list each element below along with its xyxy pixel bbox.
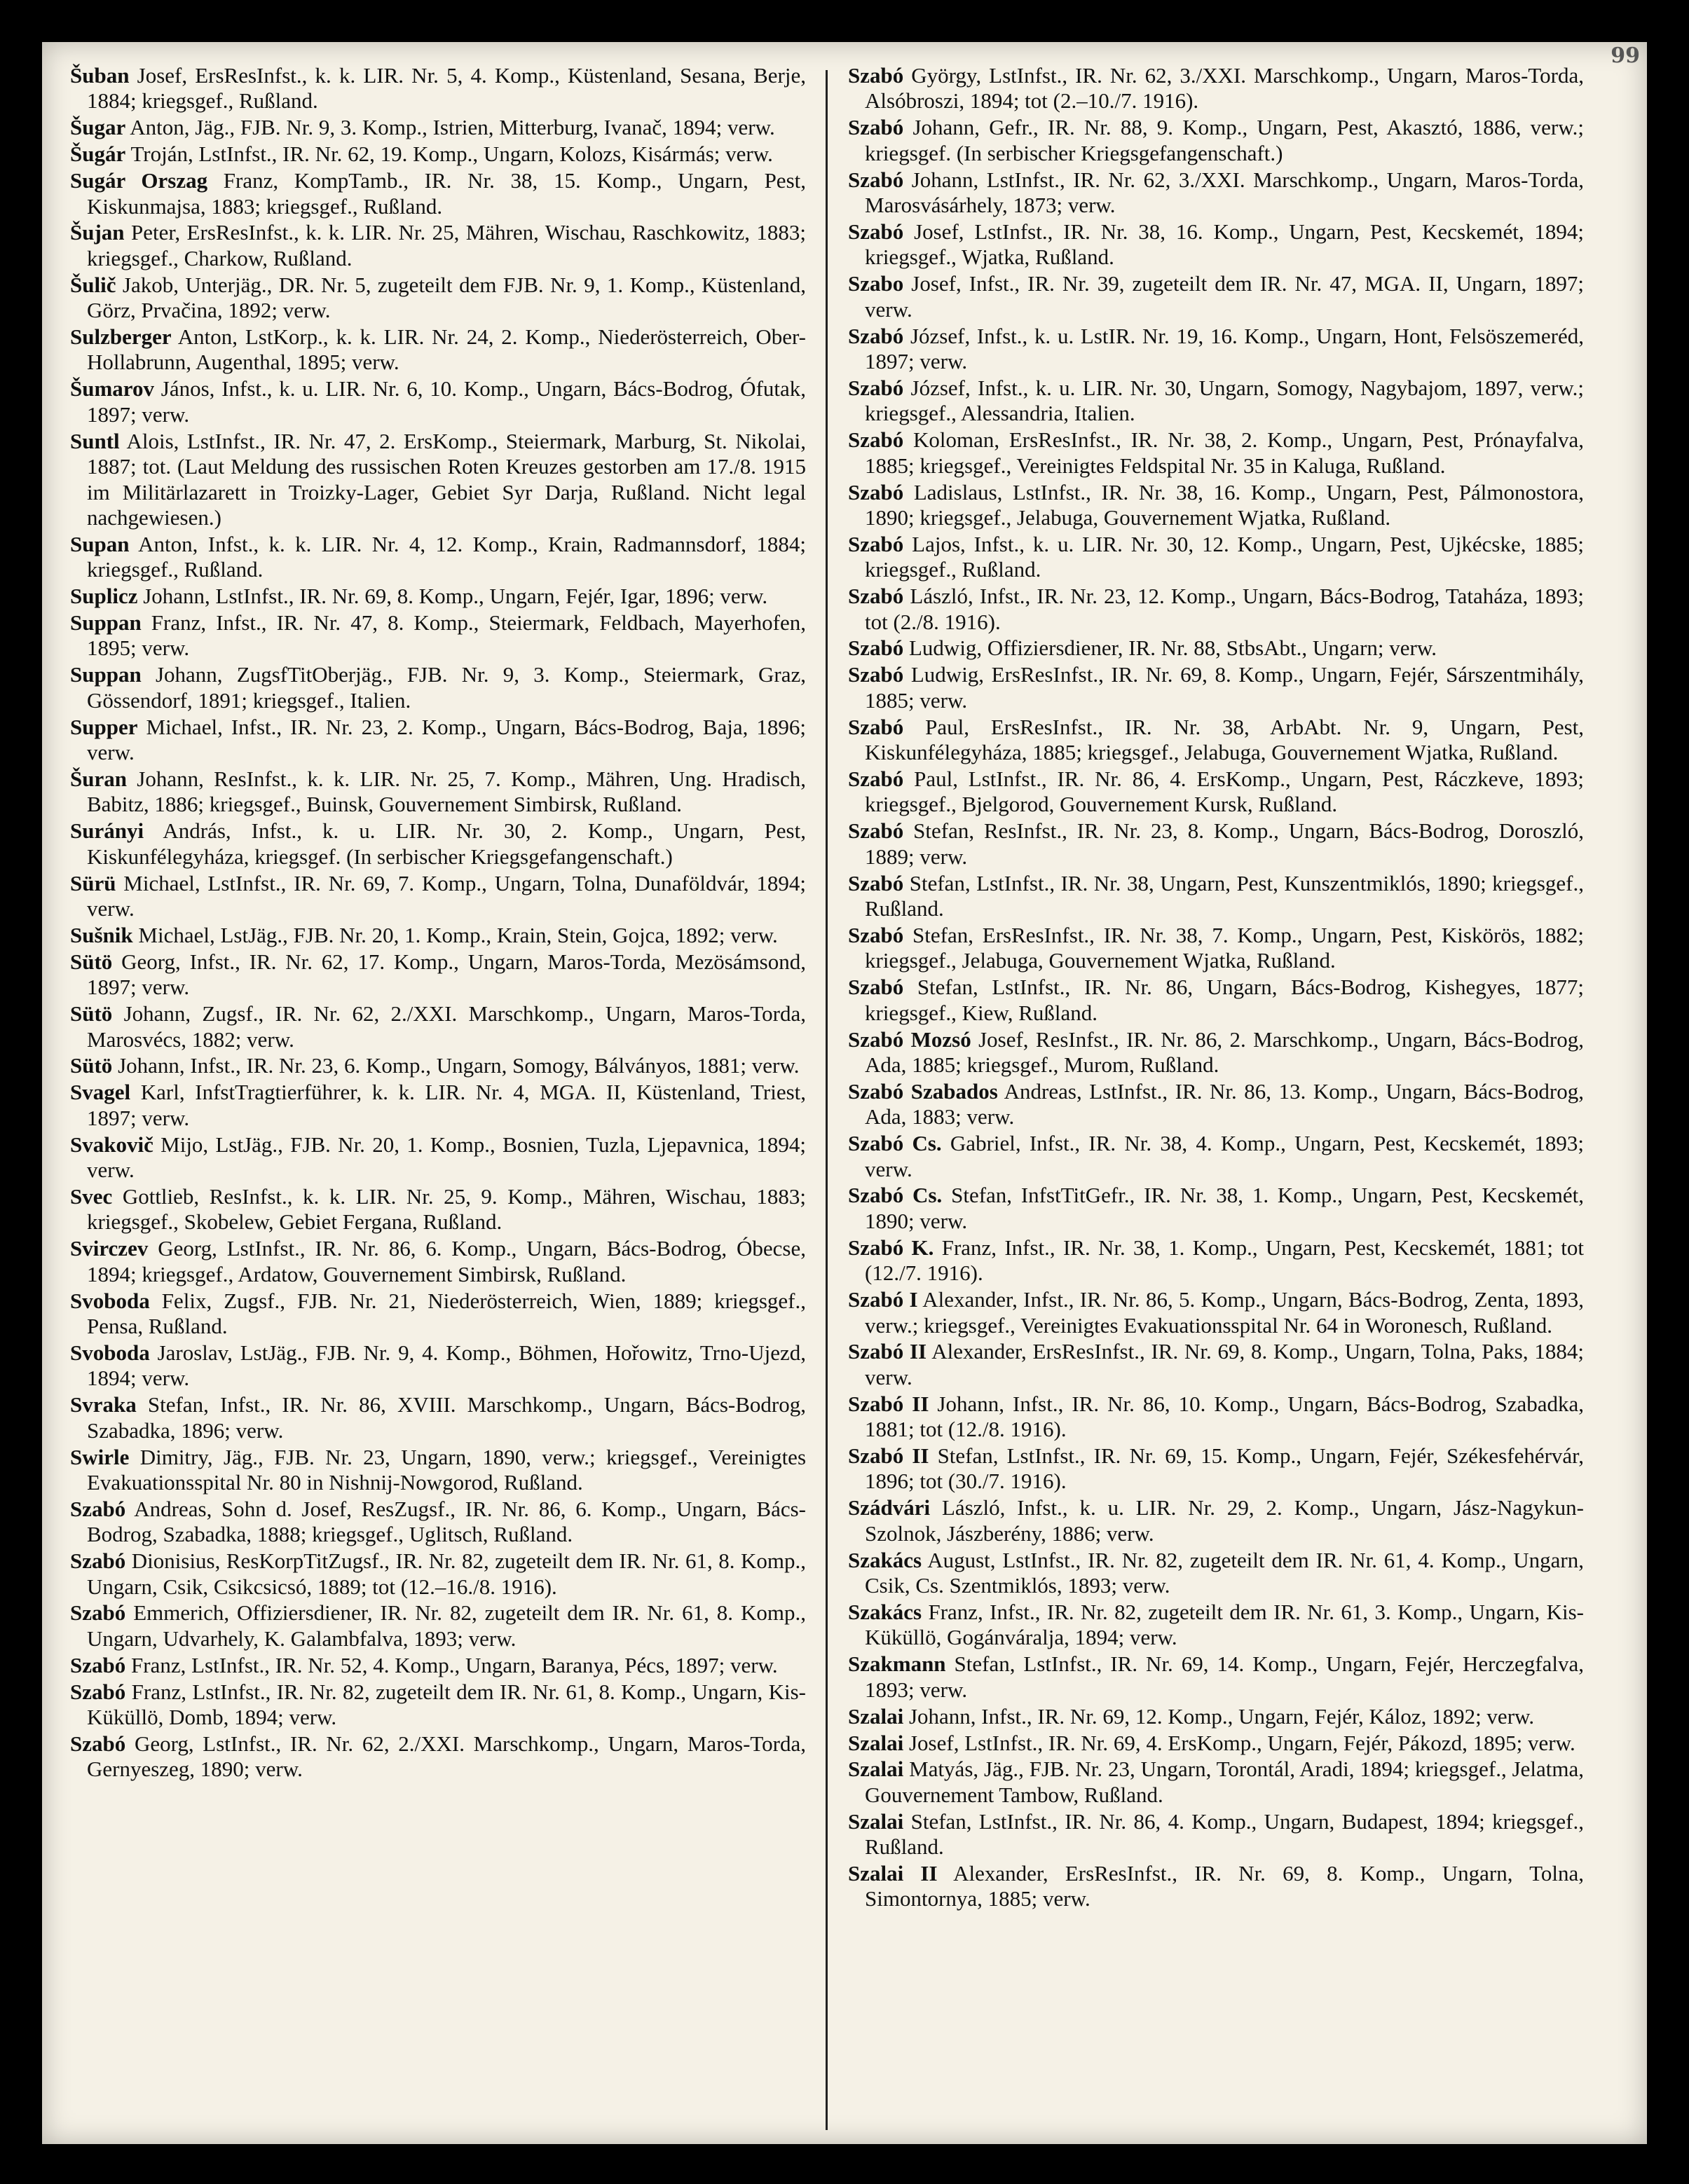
- entry-details: Stefan, ErsResInfst., IR. Nr. 38, 7. Komp., Ungarn, Pest, Kiskörös, 1882; kriegsgef., Jelabuga, Gouvernement Wjatka, Rußland.: [865, 922, 1584, 973]
- entry-details: József, Infst., k. u. LIR. Nr. 30, Ungarn, Somogy, Nagybajom, 1897, verw.; kriegsgef., Alessandria, Italien.: [865, 375, 1585, 426]
- entry-details: Emmerich, Offiziersdiener, IR. Nr. 82, zugeteilt dem IR. Nr. 61, 8. Komp., Ungarn, Udvarhely, K. Galambfalva, 1893; verw.: [87, 1600, 807, 1651]
- entry-details: Franz, Infst., IR. Nr. 47, 8. Komp., Steiermark, Feldbach, Mayerhofen, 1895; verw.: [87, 610, 807, 661]
- list-entry: [70, 429, 806, 531]
- entry-details: Paul, ErsResInfst., IR. Nr. 38, ArbAbt. Nr. 9, Ungarn, Pest, Kiskunfélegyháza, 1885; kriegsgef., Jelabuga, Gouvernement Wjatka, Rußland.: [865, 714, 1584, 765]
- entry-details: Georg, LstInfst., IR. Nr. 62, 2./XXI. Marschkomp., Ungarn, Maros-Torda, Gernyeszeg, 1890; verw.: [87, 1731, 807, 1782]
- entry-surname: Svagel: [70, 1080, 131, 1105]
- entry-surname: Szabó: [70, 1731, 126, 1756]
- entry-surname: Svakovič: [70, 1132, 153, 1157]
- list-entry: [848, 1339, 1584, 1390]
- entry-details: László, Infst., IR. Nr. 23, 12. Komp., Ungarn, Bács-Bodrog, Tataháza, 1893; tot (2./8. 1916).: [865, 584, 1584, 634]
- entry-details: Josef, LstInfst., IR. Nr. 69, 4. ErsKomp., Ungarn, Fejér, Pákozd, 1895; verw.: [908, 1730, 1575, 1755]
- list-entry: [70, 1548, 806, 1600]
- entry-surname: Šumarov: [70, 376, 155, 401]
- entry-details: Anton, Infst., k. k. LIR. Nr. 4, 12. Komp., Krain, Radmannsdorf, 1884; kriegsgef., Rußland.: [87, 531, 806, 582]
- entry-surname: Szabó K.: [848, 1235, 934, 1260]
- list-entry: [848, 1548, 1584, 1599]
- list-entry: [70, 584, 806, 609]
- entry-details: János, Infst., k. u. LIR. Nr. 6, 10. Komp., Ungarn, Bács-Bodrog, Ófutak, 1897; verw.: [87, 376, 807, 427]
- list-entry: [848, 1027, 1584, 1078]
- entry-details: Matyás, Jäg., FJB. Nr. 23, Ungarn, Torontál, Aradi, 1894; kriegsgef., Jelatma, Gouvernement Tambow, Rußland.: [865, 1757, 1585, 1807]
- page-number: 99: [1611, 43, 1640, 68]
- entry-details: András, Infst., k. u. LIR. Nr. 30, 2. Komp., Ungarn, Pest, Kiskunfélegyháza, kriegsgef. (In serbischer Kriegsgefangenschaft.): [87, 818, 806, 869]
- list-entry: [70, 1289, 806, 1340]
- list-entry: [848, 376, 1584, 427]
- list-entry: [70, 1340, 806, 1392]
- entry-surname: Szabó: [848, 219, 904, 244]
- entry-surname: Suntl: [70, 428, 120, 453]
- entry-surname: Szakács: [848, 1599, 922, 1624]
- list-entry: [848, 324, 1584, 375]
- entry-details: György, LstInfst., IR. Nr. 62, 3./XXI. Marschkomp., Ungarn, Maros-Torda, Alsóbroszi, 1894; tot (2.–10./7. 1916).: [865, 63, 1585, 114]
- entry-surname: Szabó: [848, 870, 904, 895]
- list-entry: [848, 1809, 1584, 1860]
- entry-details: Josef, Infst., IR. Nr. 39, zugeteilt dem IR. Nr. 47, MGA. II, Ungarn, 1897; verw.: [865, 271, 1585, 322]
- entry-surname: Szakmann: [848, 1651, 946, 1677]
- entry-details: Josef, ResInfst., IR. Nr. 86, 2. Marschkomp., Ungarn, Bács-Bodrog, Ada, 1885; kriegsgef., Murom, Rußland.: [865, 1026, 1584, 1077]
- entry-details: Stefan, LstInfst., IR. Nr. 38, Ungarn, Pest, Kunszentmiklós, 1890; kriegsgef., Rußland.: [865, 870, 1585, 921]
- entry-details: Dionisius, ResKorpTitZugsf., IR. Nr. 82, zugeteilt dem IR. Nr. 61, 8. Komp., Ungarn, Csik, Csikcsicsó, 1889; tot (12.–16./8. 1916).: [87, 1548, 806, 1599]
- list-entry: [70, 1080, 806, 1131]
- entry-surname: Szabó: [848, 714, 904, 739]
- list-entry: [70, 324, 806, 376]
- list-entry: [848, 1861, 1584, 1912]
- entry-surname: Sušnik: [70, 922, 133, 947]
- entry-details: Gabriel, Infst., IR. Nr. 38, 4. Komp., Ungarn, Pest, Kecskemét, 1893; verw.: [865, 1131, 1584, 1181]
- list-entry: [848, 167, 1584, 219]
- list-entry: [848, 1131, 1584, 1182]
- entry-surname: Szabó: [848, 115, 904, 140]
- list-entry: [848, 1704, 1584, 1729]
- entry-surname: Szabó II: [848, 1391, 929, 1416]
- entry-details: Koloman, ErsResInfst., IR. Nr. 38, 2. Komp., Ungarn, Pest, Prónayfalva, 1885; kriegsgef., Vereinigtes Feldspital Nr. 35 in Kaluga, Rußland.: [865, 427, 1584, 478]
- entry-surname: Šuban: [70, 63, 130, 88]
- list-entry: [848, 767, 1584, 818]
- entry-details: Michael, Infst., IR. Nr. 23, 2. Komp., Ungarn, Bács-Bodrog, Baja, 1896; verw.: [87, 714, 806, 765]
- entry-details: Franz, LstInfst., IR. Nr. 82, zugeteilt dem IR. Nr. 61, 8. Komp., Ungarn, Kis-Küküllö, Domb, 1894; verw.: [87, 1679, 807, 1730]
- document-page: [42, 42, 1647, 2144]
- entry-details: Johann, LstInfst., IR. Nr. 62, 3./XXI. Marschkomp., Ungarn, Maros-Torda, Marosvásárhely, 1873; verw.: [865, 167, 1584, 218]
- entry-details: Johann, Gefr., IR. Nr. 88, 9. Komp., Ungarn, Pest, Akasztó, 1886, verw.; kriegsgef. (In serbischer Kriegsgefangenschaft.): [865, 115, 1584, 165]
- list-entry: [848, 818, 1584, 870]
- right-column: [848, 63, 1584, 1913]
- entry-surname: Szalai: [848, 1730, 904, 1755]
- list-entry: [70, 532, 806, 583]
- entry-details: Peter, ErsResInfst., k. k. LIR. Nr. 25, Mähren, Wischau, Raschkowitz, 1883; kriegsgef., Charkow, Rußland.: [87, 220, 807, 270]
- entry-surname: Svoboda: [70, 1288, 150, 1313]
- entry-surname: Szabó Mozsó: [848, 1026, 971, 1052]
- entry-surname: Supan: [70, 531, 130, 556]
- entry-surname: Szabó: [848, 584, 904, 609]
- entry-surname: Szabó: [848, 323, 904, 348]
- entry-details: Johann, ResInfst., k. k. LIR. Nr. 25, 7. Komp., Mähren, Ung. Hradisch, Babitz, 1886; kriegsgef., Buinsk, Gouvernement Simbirsk, Rußland.: [87, 766, 807, 817]
- entry-details: Johann, Infst., IR. Nr. 69, 12. Komp., Ungarn, Fejér, Káloz, 1892; verw.: [908, 1703, 1535, 1729]
- entry-surname: Šuran: [70, 766, 127, 791]
- entry-surname: Szabó: [70, 1496, 126, 1521]
- list-entry: [848, 271, 1584, 322]
- list-entry: [70, 63, 806, 114]
- entry-surname: Szabó: [848, 479, 904, 504]
- entry-surname: Svirczev: [70, 1236, 149, 1261]
- entry-surname: Szabó: [848, 167, 904, 192]
- entry-details: Johann, LstInfst., IR. Nr. 69, 8. Komp., Ungarn, Fejér, Igar, 1896; verw.: [143, 584, 768, 609]
- list-entry: [848, 662, 1584, 713]
- entry-surname: Szalai: [848, 1703, 904, 1729]
- entry-surname: Szabó: [848, 766, 904, 791]
- entry-details: Paul, LstInfst., IR. Nr. 86, 4. ErsKomp., Ungarn, Pest, Ráczkeve, 1893; kriegsgef., Bjelgorod, Gouvernement Kursk, Rußland.: [865, 766, 1585, 817]
- entry-surname: Szabó: [848, 427, 904, 453]
- list-entry: [70, 1497, 806, 1548]
- entry-details: August, LstInfst., IR. Nr. 82, zugeteilt dem IR. Nr. 61, 4. Komp., Ungarn, Csik, Cs. Szentmiklós, 1893; verw.: [865, 1547, 1584, 1598]
- entry-surname: Svoboda: [70, 1340, 150, 1365]
- list-entry: [848, 923, 1584, 974]
- entry-details: Anton, LstKorp., k. k. LIR. Nr. 24, 2. Komp., Niederösterreich, Ober-Hollabrunn, Augenthal, 1895; verw.: [87, 324, 806, 375]
- list-entry: [848, 115, 1584, 166]
- list-entry: [848, 219, 1584, 270]
- entry-surname: Szabó Cs.: [848, 1183, 943, 1208]
- entry-surname: Šugar: [70, 115, 126, 140]
- entry-surname: Szabó: [70, 1600, 126, 1626]
- list-entry: [848, 1235, 1584, 1286]
- entry-surname: Supper: [70, 714, 138, 739]
- entry-surname: Svec: [70, 1183, 113, 1209]
- entry-details: Johann, Infst., IR. Nr. 23, 6. Komp., Ungarn, Somogy, Bálványos, 1881; verw.: [118, 1053, 800, 1078]
- entry-details: Mijo, LstJäg., FJB. Nr. 20, 1. Komp., Bosnien, Tuzla, Ljepavnica, 1894; verw.: [87, 1132, 806, 1183]
- entry-details: Franz, KompTamb., IR. Nr. 38, 15. Komp., Ungarn, Pest, Kiskunmajsa, 1883; kriegsgef., Rußland.: [87, 168, 806, 219]
- entry-details: Alexander, ErsResInfst., IR. Nr. 69, 8. Komp., Ungarn, Tolna, Simontornya, 1885; verw.: [865, 1861, 1584, 1911]
- entry-surname: Šugár: [70, 142, 126, 167]
- column-divider: [826, 70, 828, 2130]
- entry-surname: Sütö: [70, 949, 113, 974]
- entry-details: Stefan, LstInfst., IR. Nr. 69, 15. Komp., Ungarn, Fejér, Székesfehérvár, 1896; tot (30./7. 1916).: [865, 1443, 1584, 1494]
- entry-details: Franz, LstInfst., IR. Nr. 52, 4. Komp., Ungarn, Baranya, Pécs, 1897; verw.: [131, 1652, 778, 1677]
- entry-surname: Szabó Cs.: [848, 1131, 942, 1156]
- entry-details: Andreas, LstInfst., IR. Nr. 86, 13. Komp., Ungarn, Bács-Bodrog, Ada, 1883; verw.: [865, 1078, 1584, 1129]
- list-entry: [70, 1653, 806, 1678]
- entry-surname: Szalai: [848, 1808, 904, 1834]
- entry-details: Stefan, LstInfst., IR. Nr. 69, 14. Komp., Ungarn, Fejér, Herczegfalva, 1893; verw.: [865, 1651, 1584, 1702]
- entry-surname: Surányi: [70, 818, 144, 844]
- entry-surname: Sütö: [70, 1001, 113, 1026]
- list-entry: [70, 767, 806, 818]
- entry-surname: Šulič: [70, 272, 116, 297]
- entry-details: Andreas, Sohn d. Josef, ResZugsf., IR. Nr. 86, 6. Komp., Ungarn, Bács-Bodrog, Szabadka, 1888; kriegsgef., Uglitsch, Rußland.: [87, 1496, 806, 1547]
- list-entry: [70, 168, 806, 219]
- list-entry: [70, 1680, 806, 1731]
- entry-surname: Szabó: [70, 1548, 126, 1574]
- entry-surname: Suppan: [70, 662, 142, 687]
- entry-surname: Szabó Szabados: [848, 1078, 998, 1104]
- list-entry: [70, 662, 806, 713]
- entry-details: Ladislaus, LstInfst., IR. Nr. 38, 16. Komp., Ungarn, Pest, Pálmonostora, 1890; kriegsgef., Jelabuga, Gouvernement Wjatka, Rußland.: [865, 479, 1584, 530]
- entry-details: Gottlieb, ResInfst., k. k. LIR. Nr. 25, 9. Komp., Mähren, Wischau, 1883; kriegsgef., Skobelew, Gebiet Fergana, Rußland.: [87, 1183, 807, 1235]
- entry-surname: Szabó: [70, 1679, 126, 1704]
- entry-details: Troján, LstInfst., IR. Nr. 62, 19. Komp., Ungarn, Kolozs, Kisármás; verw.: [130, 142, 773, 167]
- entry-details: Stefan, ResInfst., IR. Nr. 23, 8. Komp., Ungarn, Bács-Bodrog, Doroszló, 1889; verw.: [865, 818, 1585, 869]
- entry-surname: Szabó: [848, 662, 904, 687]
- entry-details: Stefan, Infst., IR. Nr. 86, XVIII. Marschkomp., Ungarn, Bács-Bodrog, Szabadka, 1896; verw.: [87, 1392, 806, 1443]
- entry-surname: Szabó II: [848, 1339, 927, 1364]
- list-entry: [70, 376, 806, 427]
- list-entry: [848, 1757, 1584, 1808]
- entry-surname: Szabó: [848, 531, 904, 556]
- entry-surname: Szabó: [848, 922, 904, 947]
- entry-details: Jaroslav, LstJäg., FJB. Nr. 9, 4. Komp., Böhmen, Hořowitz, Trno-Ujezd, 1894; verw.: [87, 1340, 807, 1391]
- entry-details: Alexander, Infst., IR. Nr. 86, 5. Komp., Ungarn, Bács-Bodrog, Zenta, 1893, verw.; kriegsgef., Vereinigtes Evakuationsspital Nr. 64 in Woronesch, Rußland.: [865, 1287, 1584, 1338]
- entry-surname: Sürü: [70, 870, 116, 895]
- entry-surname: Suppan: [70, 610, 142, 636]
- entry-details: Johann, Zugsf., IR. Nr. 62, 2./XXI. Marschkomp., Ungarn, Maros-Torda, Marosvécs, 1882; verw.: [87, 1001, 806, 1052]
- list-entry: [70, 715, 806, 766]
- entry-surname: Szabó I: [848, 1287, 918, 1312]
- entry-details: Franz, Infst., IR. Nr. 82, zugeteilt dem IR. Nr. 61, 3. Komp., Ungarn, Kis-Küküllö, Gogánváralja, 1894; verw.: [865, 1599, 1585, 1650]
- entry-details: Alois, LstInfst., IR. Nr. 47, 2. ErsKomp., Steiermark, Marburg, St. Nikolai, 1887; tot. (Laut Meldung des russischen Roten Kreuzes gestorben am 17./8. 1915 im Militärlazarett in Troizky-Lager, Gebiet Syr Darja, Rußland. Nicht legal nachgewiesen.): [87, 428, 807, 530]
- entry-details: Stefan, LstInfst., IR. Nr. 86, 4. Komp., Ungarn, Budapest, 1894; kriegsgef., Rußland.: [865, 1808, 1584, 1860]
- list-entry: [848, 480, 1584, 531]
- entry-details: Anton, Jäg., FJB. Nr. 9, 3. Komp., Istrien, Mitterburg, Ivanač, 1894; verw.: [130, 115, 775, 140]
- entry-surname: Sütö: [70, 1053, 113, 1078]
- entry-surname: Šujan: [70, 220, 125, 245]
- list-entry: [70, 142, 806, 167]
- entry-details: Jakob, Unterjäg., DR. Nr. 5, zugeteilt dem FJB. Nr. 9, 1. Komp., Küstenland, Görz, Prvačina, 1892; verw.: [87, 272, 806, 323]
- list-entry: [848, 715, 1584, 766]
- entry-surname: Svraka: [70, 1392, 137, 1417]
- entry-details: Johann, Infst., IR. Nr. 86, 10. Komp., Ungarn, Bács-Bodrog, Szabadka, 1881; tot (12./8. 1916).: [865, 1391, 1584, 1442]
- list-entry: [70, 220, 806, 271]
- list-entry: [848, 1079, 1584, 1130]
- entry-surname: Szabó: [848, 63, 904, 88]
- entry-surname: Szabó: [848, 975, 904, 1000]
- entry-surname: Sugár Orszag: [70, 168, 208, 193]
- entry-details: Alexander, ErsResInfst., IR. Nr. 69, 8. Komp., Ungarn, Tolna, Paks, 1884; verw.: [865, 1339, 1584, 1389]
- entry-details: Dimitry, Jäg., FJB. Nr. 23, Ungarn, 1890, verw.; kriegsgef., Vereinigtes Evakuationsspital Nr. 80 in Nishnij-Nowgorod, Rußland.: [87, 1444, 807, 1495]
- list-entry: [70, 1236, 806, 1287]
- list-entry: [70, 949, 806, 1001]
- entry-details: Georg, Infst., IR. Nr. 62, 17. Komp., Ungarn, Maros-Torda, Mezösámsond, 1897; verw.: [87, 949, 806, 1000]
- entry-details: Franz, Infst., IR. Nr. 38, 1. Komp., Ungarn, Pest, Kecskemét, 1881; tot (12./7. 1916).: [865, 1235, 1585, 1286]
- list-entry: [848, 636, 1584, 661]
- list-entry: [848, 1731, 1584, 1756]
- entry-details: Ludwig, ErsResInfst., IR. Nr. 69, 8. Komp., Ungarn, Fejér, Sárszentmihály, 1885; verw.: [865, 662, 1585, 713]
- entry-surname: Swirle: [70, 1444, 130, 1469]
- list-entry: [70, 273, 806, 324]
- entry-surname: Szádvári: [848, 1495, 931, 1520]
- list-entry: [70, 115, 806, 140]
- entry-details: Stefan, LstInfst., IR. Nr. 86, Ungarn, Bács-Bodrog, Kishegyes, 1877; kriegsgef., Kiew, Rußland.: [865, 975, 1584, 1025]
- entry-details: Karl, InfstTragtierführer, k. k. LIR. Nr. 4, MGA. II, Küstenland, Triest, 1897; verw.: [87, 1080, 806, 1130]
- list-entry: [848, 63, 1584, 114]
- entry-surname: Szabó: [70, 1652, 126, 1677]
- entry-details: Stefan, InfstTitGefr., IR. Nr. 38, 1. Komp., Ungarn, Pest, Kecskemét, 1890; verw.: [865, 1183, 1584, 1233]
- list-entry: [70, 1184, 806, 1235]
- list-entry: [848, 1600, 1584, 1651]
- entry-surname: Szalai: [848, 1757, 904, 1782]
- entry-details: Lajos, Infst., k. u. LIR. Nr. 30, 12. Komp., Ungarn, Pest, Ujkécske, 1885; kriegsgef., Rußland.: [865, 531, 1585, 582]
- list-entry: [70, 818, 806, 870]
- entry-details: Felix, Zugsf., FJB. Nr. 21, Niederösterreich, Wien, 1889; kriegsgef., Pensa, Rußland.: [87, 1288, 807, 1338]
- entry-details: József, Infst., k. u. LstIR. Nr. 19, 16. Komp., Ungarn, Hont, Felsöszemeréd, 1897; verw.: [865, 323, 1585, 373]
- entry-surname: Szabó II: [848, 1443, 929, 1469]
- entry-surname: Szabo: [848, 271, 904, 296]
- entry-surname: Szabó: [848, 818, 904, 844]
- entry-details: László, Infst., k. u. LIR. Nr. 29, 2. Komp., Ungarn, Jász-Nagykun-Szolnok, Jászberény, 1886; verw.: [865, 1495, 1584, 1546]
- list-entry: [70, 1392, 806, 1443]
- entry-details: Josef, LstInfst., IR. Nr. 38, 16. Komp., Ungarn, Pest, Kecskemét, 1894; kriegsgef., Wjatka, Rußland.: [865, 219, 1585, 270]
- entry-details: Michael, LstJäg., FJB. Nr. 20, 1. Komp., Krain, Stein, Gojca, 1892; verw.: [138, 922, 778, 947]
- list-entry: [70, 610, 806, 661]
- entry-details: Josef, ErsResInfst., k. k. LIR. Nr. 5, 4. Komp., Küstenland, Sesana, Berje, 1884; kriegsgef., Rußland.: [87, 63, 807, 114]
- list-entry: [848, 1651, 1584, 1703]
- left-column: [70, 63, 806, 1783]
- list-entry: [848, 1287, 1584, 1338]
- entry-surname: Szalai II: [848, 1861, 938, 1886]
- list-entry: [70, 871, 806, 922]
- list-entry: [848, 975, 1584, 1026]
- list-entry: [848, 532, 1584, 583]
- entry-details: Georg, LstInfst., IR. Nr. 86, 6. Komp., Ungarn, Bács-Bodrog, Óbecse, 1894; kriegsgef., Ardatow, Gouvernement Simbirsk, Rußland.: [87, 1236, 806, 1286]
- list-entry: [70, 1001, 806, 1052]
- list-entry: [70, 1731, 806, 1783]
- entry-surname: Sulzberger: [70, 324, 172, 350]
- entry-surname: Suplicz: [70, 584, 138, 609]
- list-entry: [848, 1392, 1584, 1443]
- list-entry: [848, 427, 1584, 479]
- entry-surname: Szakács: [848, 1547, 922, 1572]
- list-entry: [70, 923, 806, 948]
- entry-details: Johann, ZugsfTitOberjäg., FJB. Nr. 9, 3. Komp., Steiermark, Graz, Gössendorf, 1891; kriegsgef., Italien.: [87, 662, 806, 713]
- entry-surname: Szabó: [848, 636, 904, 661]
- entry-details: Ludwig, Offiziersdiener, IR. Nr. 88, StbsAbt., Ungarn; verw.: [909, 636, 1437, 661]
- list-entry: [848, 1443, 1584, 1495]
- entry-details: Michael, LstInfst., IR. Nr. 69, 7. Komp., Ungarn, Tolna, Dunaföldvár, 1894; verw.: [87, 870, 807, 921]
- list-entry: [70, 1132, 806, 1183]
- list-entry: [848, 871, 1584, 922]
- list-entry: [848, 584, 1584, 635]
- list-entry: [848, 1183, 1584, 1234]
- list-entry: [70, 1445, 806, 1496]
- list-entry: [848, 1495, 1584, 1546]
- entry-surname: Szabó: [848, 375, 904, 400]
- list-entry: [70, 1600, 806, 1651]
- list-entry: [70, 1053, 806, 1078]
